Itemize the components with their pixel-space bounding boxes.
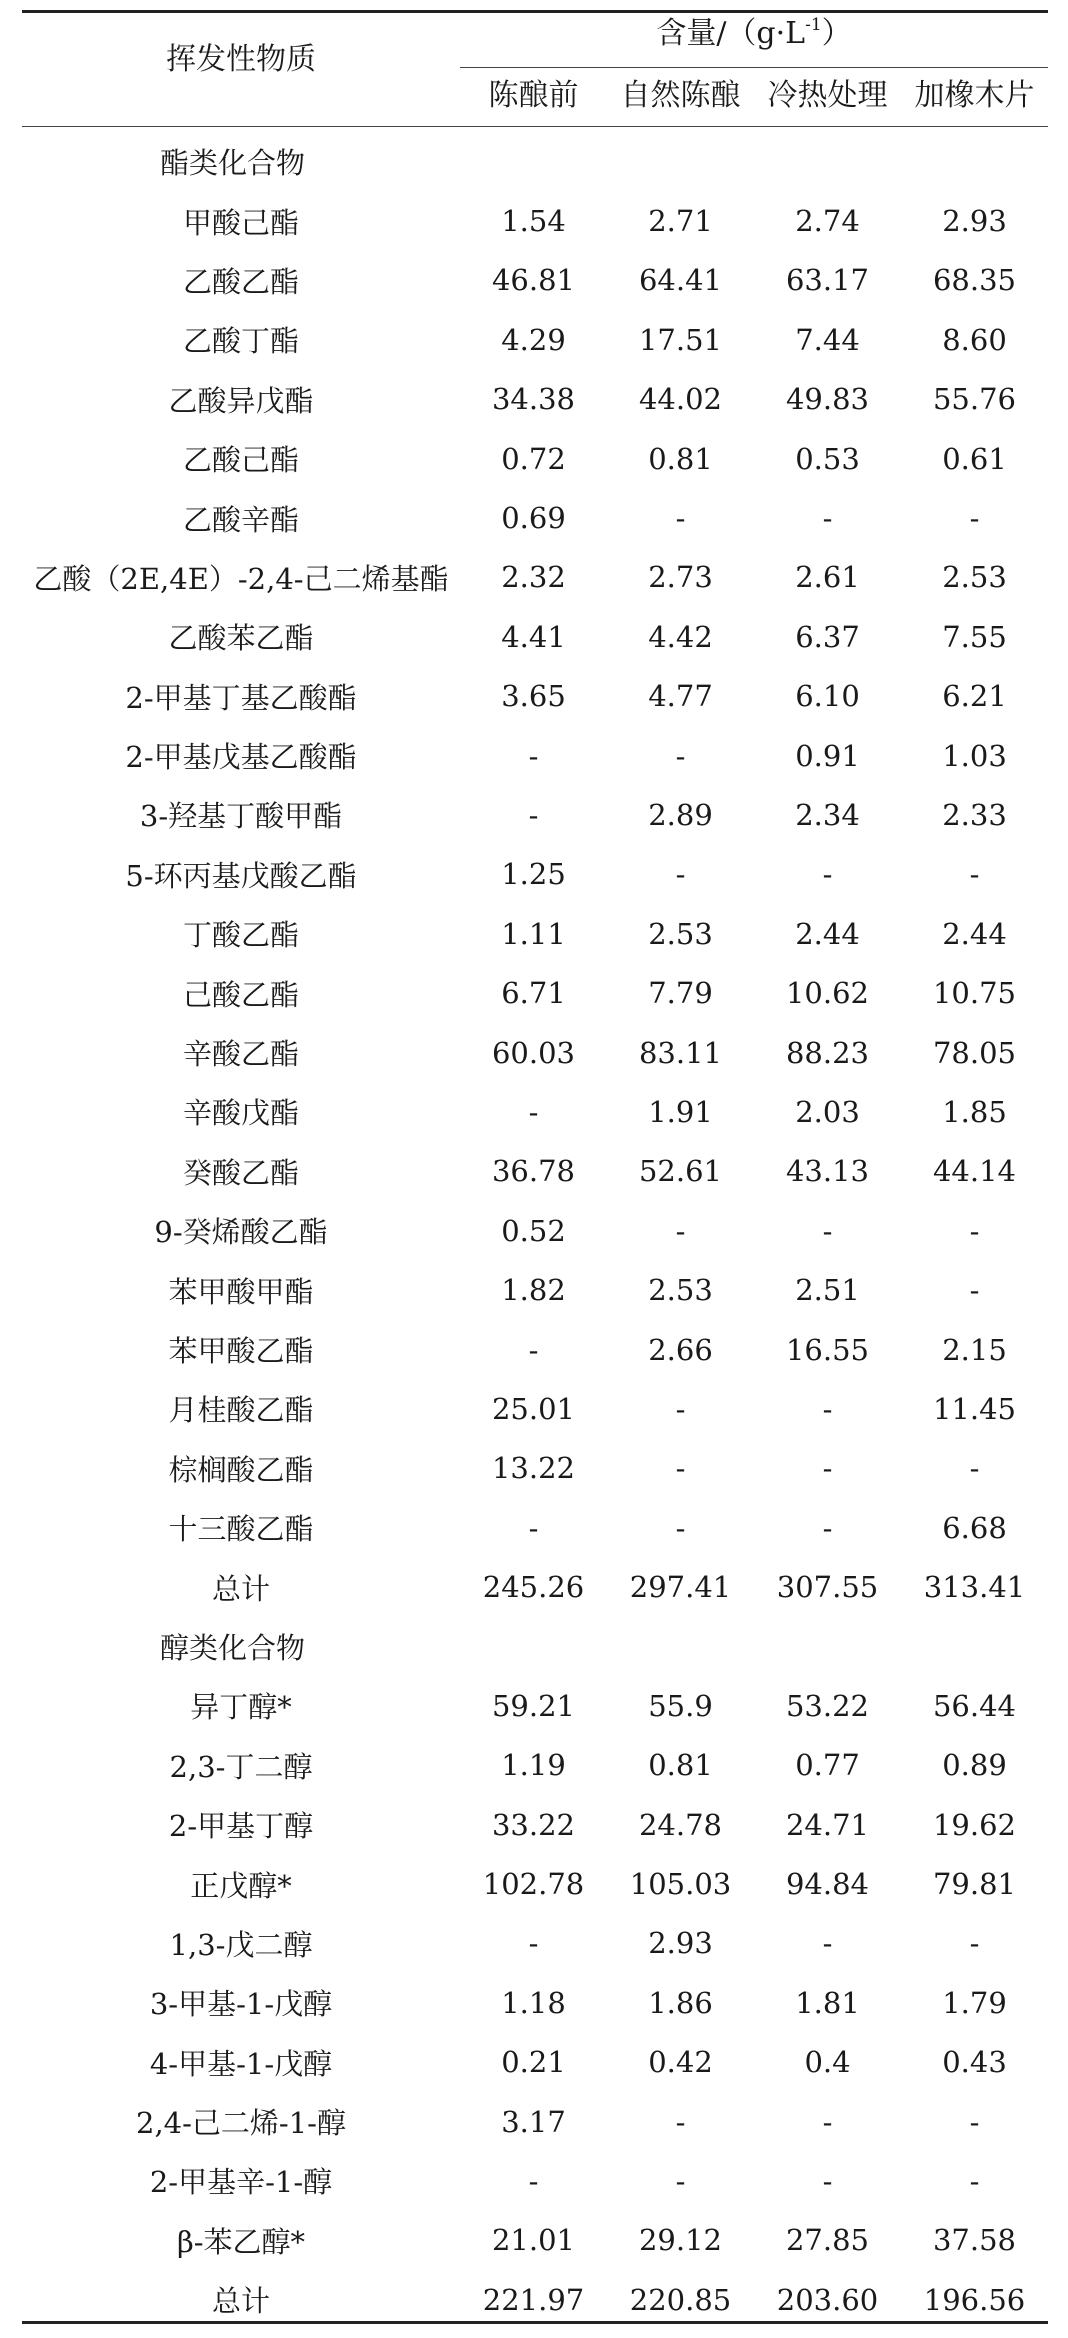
content-value: 0.72 (501, 441, 566, 476)
compound-name: 乙酸异戊酯 (168, 383, 314, 418)
compound-name: 乙酸丁酯 (182, 324, 299, 359)
content-value: 56.44 (932, 1688, 1017, 1723)
content-value: 0.61 (942, 441, 1007, 476)
content-value: - (675, 1510, 686, 1545)
content-value: 0.77 (795, 1748, 860, 1783)
content-value: 68.35 (932, 263, 1017, 298)
content-value: - (528, 738, 539, 773)
table-bottom-rule (22, 2321, 1048, 2324)
content-value: - (822, 857, 833, 892)
content-value: 29.12 (638, 2223, 723, 2258)
table-row (22, 191, 1048, 250)
content-value: 37.58 (932, 2223, 1017, 2258)
content-value: 2.73 (648, 560, 713, 595)
content-value: - (969, 1926, 980, 1961)
compound-name: 9-癸烯酸乙酯 (154, 1215, 328, 1250)
table-body (22, 132, 1048, 2329)
content-value: 0.89 (942, 1748, 1007, 1783)
compound-name: 乙酸己酯 (182, 443, 299, 478)
compound-name: 癸酸乙酯 (182, 1155, 299, 1190)
content-value: 6.71 (501, 976, 566, 1011)
content-value: 7.55 (942, 619, 1007, 654)
compound-name: 2-甲基丁基乙酸酯 (125, 680, 357, 715)
table-row (22, 1142, 1048, 1201)
table-row (22, 1498, 1048, 1557)
content-value: 44.14 (932, 1154, 1017, 1189)
content-value: - (675, 1391, 686, 1426)
content-value: 307.55 (776, 1570, 879, 1605)
table-row (22, 488, 1048, 547)
content-value: - (822, 1926, 833, 1961)
table-row (22, 1201, 1048, 1260)
table-row (22, 726, 1048, 785)
compound-name: 3-羟基丁酸甲酯 (139, 799, 343, 834)
table-row (22, 1023, 1048, 1082)
content-value: - (969, 2163, 980, 2198)
content-value: 105.03 (629, 1867, 732, 1902)
content-value: 49.83 (785, 382, 870, 417)
content-value: 2.34 (795, 797, 860, 832)
header-unit-exponent: -1 (805, 15, 822, 35)
content-value: 0.42 (648, 2045, 713, 2080)
header-compound-name: 挥发性物质 (166, 42, 316, 77)
content-value: 11.45 (932, 1391, 1017, 1426)
content-value: 24.78 (638, 1807, 723, 1842)
content-value: 24.71 (785, 1807, 870, 1842)
content-value: - (822, 1213, 833, 1248)
table-row (22, 1973, 1048, 2032)
header-content-close: ） (821, 16, 852, 51)
compound-name: 异丁醇* (190, 1690, 292, 1725)
content-value: 34.38 (491, 382, 576, 417)
compound-name: 总计 (211, 1571, 270, 1606)
table-top-rule (22, 10, 1048, 13)
compound-name: 乙酸辛酯 (182, 502, 299, 537)
content-value: - (528, 1510, 539, 1545)
table-row (22, 2092, 1048, 2151)
content-value: 4.42 (648, 619, 713, 654)
content-value: 78.05 (932, 1035, 1017, 1070)
compound-name: 月桂酸乙酯 (168, 1393, 314, 1428)
table-row (22, 1795, 1048, 1854)
content-value: 1.82 (501, 1273, 566, 1308)
content-value: - (822, 501, 833, 536)
header-col-cold-heat: 冷热处理 (767, 78, 888, 113)
compound-name: 2-甲基丁醇 (168, 1809, 314, 1844)
content-value: 46.81 (491, 263, 576, 298)
content-value: 2.53 (942, 560, 1007, 595)
table-row (22, 1557, 1048, 1616)
table-row (22, 1260, 1048, 1319)
compound-name: 4-甲基-1-戊醇 (149, 2046, 333, 2081)
content-value: - (969, 2104, 980, 2139)
content-value: 3.65 (501, 679, 566, 714)
table-row (22, 2033, 1048, 2092)
content-value: 2.61 (795, 560, 860, 595)
header-sub-rule (460, 67, 1048, 68)
content-value: 1.19 (501, 1748, 566, 1783)
content-value: 6.21 (942, 679, 1007, 714)
compound-name: 辛酸乙酯 (182, 1037, 299, 1072)
content-value: 0.81 (648, 441, 713, 476)
content-value: 60.03 (491, 1035, 576, 1070)
compound-name: β-苯乙醇* (176, 2224, 306, 2259)
category-row (22, 132, 1048, 191)
compound-name: 棕榈酸乙酯 (168, 1452, 314, 1487)
content-value: 1.91 (648, 1094, 713, 1129)
compound-name: 辛酸戊酯 (182, 1096, 299, 1131)
content-value: - (822, 1451, 833, 1486)
compound-name: 苯甲酸乙酯 (168, 1334, 314, 1368)
content-value: 297.41 (629, 1570, 732, 1605)
content-value: - (969, 1451, 980, 1486)
content-value: 0.81 (648, 1748, 713, 1783)
header-col-oak-chips: 加橡木片 (914, 78, 1035, 113)
compound-name: 乙酸乙酯 (182, 264, 299, 299)
compound-name: 丁酸乙酯 (182, 918, 299, 953)
compound-name: 甲酸己酯 (182, 205, 299, 240)
content-value: 43.13 (785, 1154, 870, 1189)
table-row (22, 1082, 1048, 1141)
compound-name: 2-甲基戊基乙酸酯 (125, 740, 357, 775)
content-value: 1.81 (795, 1985, 860, 2020)
content-value: 4.77 (648, 679, 713, 714)
compound-name: 总计 (211, 2284, 270, 2319)
header-content-group (460, 14, 1048, 54)
content-value: - (969, 857, 980, 892)
content-value: 52.61 (638, 1154, 723, 1189)
content-value: - (675, 1213, 686, 1248)
content-value: 94.84 (785, 1867, 870, 1902)
content-value: 0.43 (942, 2045, 1007, 2080)
content-value: 53.22 (785, 1688, 870, 1723)
content-value: 2.89 (648, 797, 713, 832)
content-value: 1.54 (501, 204, 566, 239)
category-label: 醇类化合物 (160, 1630, 306, 1665)
content-value: 0.4 (804, 2045, 851, 2080)
compound-name: 2-甲基辛-1-醇 (149, 2165, 333, 2200)
content-value: 33.22 (491, 1807, 576, 1842)
compound-name: 2,4-己二烯-1-醇 (136, 2106, 346, 2141)
content-value: - (675, 738, 686, 773)
content-value: 1.85 (942, 1094, 1007, 1129)
content-value: - (675, 501, 686, 536)
table-row (22, 1854, 1048, 1913)
content-value: 313.41 (923, 1570, 1026, 1605)
content-value: 2.93 (942, 204, 1007, 239)
content-value: - (822, 2163, 833, 2198)
content-value: 1.11 (501, 916, 566, 951)
content-value: - (675, 2163, 686, 2198)
table-row (22, 1320, 1048, 1379)
content-value: 1.03 (942, 738, 1007, 773)
table-row (22, 310, 1048, 369)
content-value: - (822, 1510, 833, 1545)
content-value: 220.85 (629, 2282, 732, 2317)
content-value: 88.23 (785, 1035, 870, 1070)
header-columns (460, 76, 1048, 116)
content-value: 245.26 (482, 1570, 585, 1605)
content-value: - (822, 1391, 833, 1426)
content-value: 4.29 (501, 322, 566, 357)
compound-name: 乙酸（2E,4E）-2,4-己二烯基酯 (33, 561, 449, 596)
table-row (22, 548, 1048, 607)
content-value: 79.81 (932, 1867, 1017, 1902)
content-value: 55.76 (932, 382, 1017, 417)
content-value: 0.21 (501, 2045, 566, 2080)
content-value: 44.02 (638, 382, 723, 417)
header-bottom-rule (22, 126, 1048, 127)
content-value: 203.60 (776, 2282, 879, 2317)
content-value: 2.53 (648, 1273, 713, 1308)
content-value: 2.53 (648, 916, 713, 951)
content-value: 16.55 (785, 1332, 870, 1367)
content-value: - (675, 2104, 686, 2139)
content-value: - (528, 2163, 539, 2198)
header-col-before-aging: 陈酿前 (488, 78, 579, 113)
content-value: - (528, 1094, 539, 1129)
table-row (22, 1379, 1048, 1438)
content-value: 27.85 (785, 2223, 870, 2258)
table-row (22, 963, 1048, 1022)
content-value: 55.9 (648, 1688, 713, 1723)
table-row (22, 607, 1048, 666)
table-row (22, 429, 1048, 488)
table-row (22, 2211, 1048, 2270)
content-value: 21.01 (491, 2223, 576, 2258)
content-value: 0.69 (501, 501, 566, 536)
content-value: 6.10 (795, 679, 860, 714)
content-value: - (528, 1332, 539, 1367)
content-value: 1.79 (942, 1985, 1007, 2020)
content-value: 13.22 (491, 1451, 576, 1486)
table-row (22, 667, 1048, 726)
content-value: 59.21 (491, 1688, 576, 1723)
content-value: - (528, 1926, 539, 1961)
table-row (22, 251, 1048, 310)
content-value: 2.33 (942, 797, 1007, 832)
content-value: 2.74 (795, 204, 860, 239)
content-value: 3.17 (501, 2104, 566, 2139)
content-value: 1.86 (648, 1985, 713, 2020)
content-value: - (675, 1451, 686, 1486)
content-value: - (969, 1273, 980, 1308)
content-value: 0.91 (795, 738, 860, 773)
category-row (22, 1617, 1048, 1676)
content-value: 83.11 (638, 1035, 723, 1070)
content-value: 196.56 (923, 2282, 1026, 2317)
content-value: 221.97 (482, 2282, 585, 2317)
table-row (22, 904, 1048, 963)
compound-name: 十三酸乙酯 (168, 1512, 314, 1547)
table-row (22, 1914, 1048, 1973)
content-value: 2.93 (648, 1926, 713, 1961)
content-value: 2.44 (795, 916, 860, 951)
content-value: 2.15 (942, 1332, 1007, 1367)
content-value: 6.68 (942, 1510, 1007, 1545)
table-row (22, 785, 1048, 844)
header-content-label: 含量/（g·L (656, 16, 806, 51)
content-value: 2.44 (942, 916, 1007, 951)
content-value: 63.17 (785, 263, 870, 298)
table-row (22, 370, 1048, 429)
content-value: 1.25 (501, 857, 566, 892)
category-label: 酯类化合物 (160, 146, 306, 181)
content-value: 17.51 (638, 322, 723, 357)
content-value: 10.75 (932, 976, 1017, 1011)
table-row (22, 1736, 1048, 1795)
content-value: - (822, 2104, 833, 2139)
content-value: - (969, 501, 980, 536)
content-value: 2.51 (795, 1273, 860, 1308)
content-value: 4.41 (501, 619, 566, 654)
content-value: - (528, 797, 539, 832)
compound-name: 己酸乙酯 (182, 977, 299, 1012)
content-value: 36.78 (491, 1154, 576, 1189)
content-value: 2.03 (795, 1094, 860, 1129)
content-value: 0.53 (795, 441, 860, 476)
content-value: 1.18 (501, 1985, 566, 2020)
content-value: 102.78 (482, 1867, 585, 1902)
table-row (22, 2151, 1048, 2210)
compound-name: 正戊醇* (190, 1868, 292, 1903)
content-value: 64.41 (638, 263, 723, 298)
compound-name: 乙酸苯乙酯 (168, 621, 314, 656)
header-col-natural-aging: 自然陈酿 (620, 78, 741, 113)
compound-name: 苯甲酸甲酯 (168, 1274, 314, 1309)
table-row (22, 845, 1048, 904)
compound-name: 3-甲基-1-戊醇 (149, 1987, 333, 2022)
content-value: 0.52 (501, 1213, 566, 1248)
content-value: - (675, 857, 686, 892)
content-value: 8.60 (942, 322, 1007, 357)
content-value: 6.37 (795, 619, 860, 654)
content-value: 2.32 (501, 560, 566, 595)
content-value: 7.79 (648, 976, 713, 1011)
content-value: 7.44 (795, 322, 860, 357)
table-row (22, 1676, 1048, 1735)
content-value: 2.66 (648, 1332, 713, 1367)
compound-name: 2,3-丁二醇 (169, 1749, 313, 1784)
compound-name: 1,3-戊二醇 (169, 1927, 313, 1962)
content-value: 2.71 (648, 204, 713, 239)
table-row (22, 1439, 1048, 1498)
content-value: 19.62 (932, 1807, 1017, 1842)
content-value: 25.01 (491, 1391, 576, 1426)
compound-name: 5-环丙基戊酸乙酯 (125, 858, 357, 893)
content-value: 10.62 (785, 976, 870, 1011)
content-value: - (969, 1213, 980, 1248)
